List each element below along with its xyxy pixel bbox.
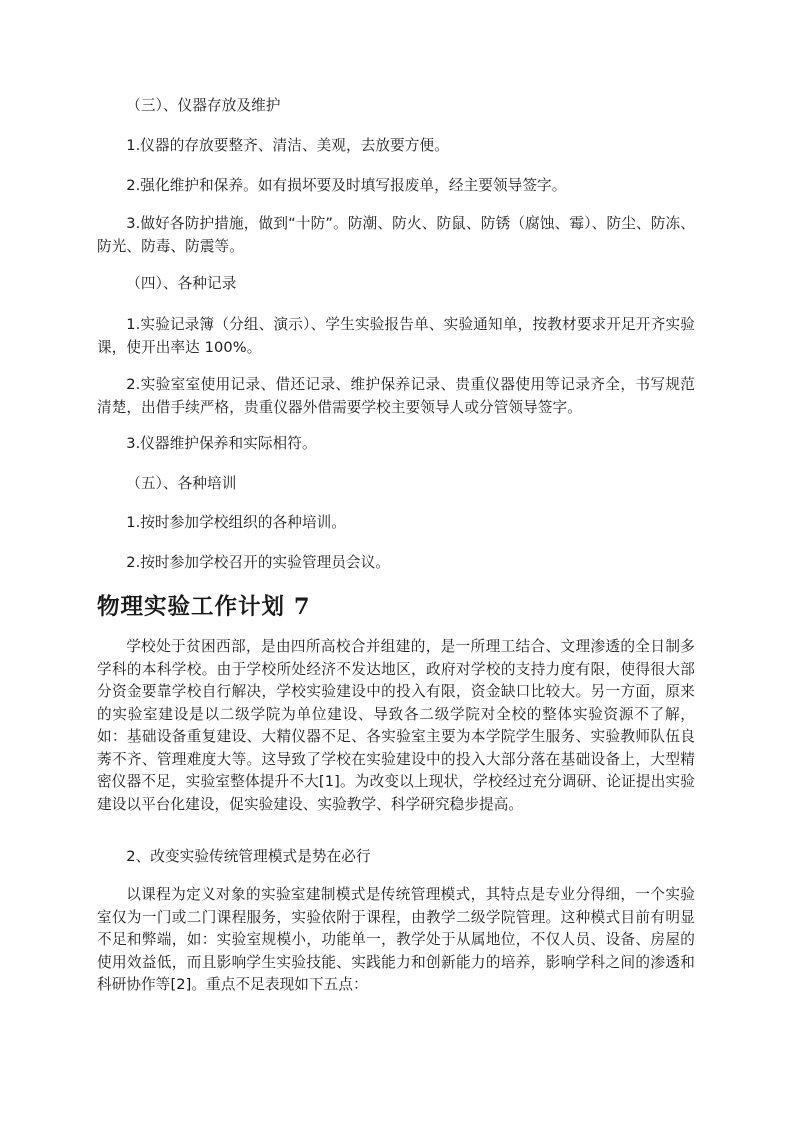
section-5-item-2: 2.按时参加学校召开的实验管理员会议。 [126,554,391,571]
section-4-item-3: 3.仪器维护保养和实际相符。 [126,435,317,452]
section-3-item-3: 3.做好各防护措施，做到“十防”。防潮、防火、防鼠、防锈（腐蚀、霉）、防尘、防冻、防光、防毒、防震等。 [97,215,695,255]
section-3-title: （三）、仪器存放及维护 [126,97,281,114]
section-4-item-1: 1.实验记录簿（分组、演示）、学生实验报告单、实验通知单，按教材要求开足开齐实验课，使开出率达 100%。 [97,316,695,356]
section-5-item-1: 1.按时参加学校组织的各种培训。 [126,514,347,531]
section-4-title: （四）、各种记录 [126,275,237,292]
section-5-title: （五）、各种培训 [126,475,237,492]
article-heading: 物理实验工作计划 7 [97,594,311,620]
section-3-item-2: 2.强化维护和保养。如有损坏要及时填写报废单，经主要领导签字。 [126,177,567,194]
article-paragraph-2: 以课程为定义对象的实验室建制模式是传统管理模式，其特点是专业分得细，一个实验室仅为一门或二门课程服务，实验依附于课程，由教学二级学院管理。这种模式目前有明显不足和弊端，如：实验室规模小，功能单一，教学处于从属地位，不仅人员、设备、房屋的使用效益低，而且影响学生实验技能、实践能力和创新能力的培养，影响学科之间的渗透和科研协作等[2]。重点不足表现如下五点： [97,886,695,993]
section-3-item-1: 1.仪器的存放要整齐、清洁、美观，去放要方便。 [126,137,449,154]
subsection-2-title: 2、改变实验传统管理模式是势在必行 [126,848,371,865]
article-paragraph-1: 学校处于贫困西部，是由四所高校合并组建的，是一所理工结合、文理渗透的全日制多学科的本科学校。由于学校所处经济不发达地区，政府对学校的支持力度有限，使得很大部分资金要靠学校自行解决，学校实验建设中的投入有限，资金缺口比较大。另一方面，原来的实验室建设是以二级学院为单位建设、导致各二级学院对全校的整体实验资源不了解，如：基础设备重复建设、大精仪器不足、各实验室主要为本学院学生服务、实验教师队伍良莠不齐、管理难度大等。这导致了学校在实验建设中的投入大部分落在基础设备上，大型精密仪器不足，实验室整体提升不大[1]。为改变以上现状，学校经过充分调研、论证提出实验建设以平台化建设，促实验建设、实验教学、科学研究稳步提高。 [97,638,695,813]
section-4-item-2: 2.实验室室使用记录、借还记录、维护保养记录、贵重仪器使用等记录齐全，书写规范清楚，出借手续严格，贵重仪器外借需要学校主要领导人或分管领导签字。 [97,376,695,416]
